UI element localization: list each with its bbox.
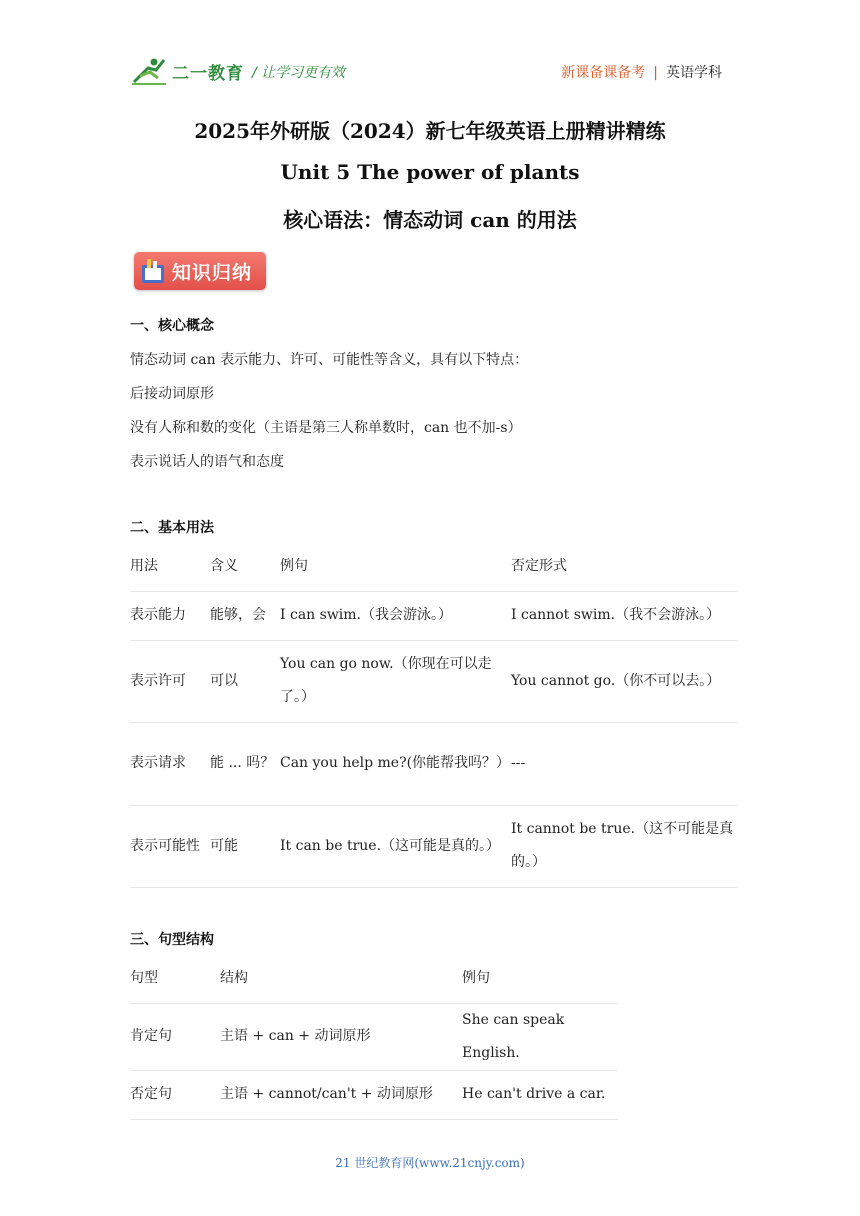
table-header-row — [130, 543, 737, 591]
section-sentence-structure-heading: 三、句型结构 — [130, 932, 214, 948]
basic-usage-table — [130, 543, 737, 888]
column-header: 句型 — [130, 970, 158, 987]
table-row — [130, 805, 737, 887]
column-header: 例句 — [462, 970, 490, 987]
column-header: 用法 — [130, 558, 158, 575]
grammar-title: 核心语法：情态动词 can 的用法 — [283, 208, 577, 232]
concept-line: 表示说话人的语气和态度 — [130, 454, 284, 470]
table-cell: 否定句 — [130, 1086, 172, 1102]
column-header: 例句 — [280, 558, 308, 575]
table-cell: I can swim.（我会游泳。） — [280, 607, 453, 623]
table-cell: 可以 — [210, 672, 238, 689]
table-row — [130, 640, 737, 722]
table-cell: You cannot go.（你不可以去。） — [511, 672, 721, 689]
column-header: 含义 — [210, 558, 238, 575]
table-cell: 可能 — [210, 837, 238, 854]
knowledge-summary-badge — [134, 252, 266, 290]
table-cell: I cannot swim.（我不会游泳。） — [511, 607, 721, 623]
page-footer: 21 世纪教育网(www.21cnjy.com) — [335, 1156, 525, 1170]
concept-line: 没有人称和数的变化（主语是第三人称单数时，can 也不加-s） — [130, 420, 522, 436]
table-cell: 能够，会 — [210, 607, 266, 623]
table-cell: --- — [511, 755, 526, 771]
table-cell: 主语 + can + 动词原形 — [220, 1028, 371, 1044]
table-cell: 能 ... 吗？ — [210, 755, 275, 771]
section-basic-usage-heading: 二、基本用法 — [130, 520, 214, 536]
book-icon — [140, 257, 166, 285]
table-cell: 表示请求 — [130, 755, 186, 771]
logo-text: 二一教育 — [172, 63, 244, 84]
section-core-concept-heading: 一、核心概念 — [130, 318, 214, 334]
header-tag-course: 新课备课备考 — [561, 65, 646, 81]
table-header-row — [130, 955, 618, 1003]
table-cell: 主语 + cannot/can't + 动词原形 — [220, 1086, 433, 1102]
logo — [130, 56, 244, 86]
badge-label: 知识归纳 — [172, 261, 253, 284]
header-tags — [561, 62, 722, 82]
table-cell: 表示可能性 — [130, 837, 200, 854]
concept-line: 情态动词 can 表示能力、许可、可能性等含义，具有以下特点： — [130, 352, 529, 368]
header-tag-subject: 英语学科 — [666, 65, 722, 81]
table-cell: She can speak English. — [462, 1011, 565, 1061]
table-cell: It cannot be true.（这不可能是真的。） — [511, 821, 734, 870]
table-cell: 肯定句 — [130, 1028, 172, 1044]
header-separator: | — [653, 65, 658, 81]
table-row — [130, 591, 737, 640]
unit-title: Unit 5 The power of plants — [280, 160, 580, 184]
table-cell: You can go now.（你现在可以走了。） — [280, 656, 492, 705]
table-row — [130, 1070, 618, 1119]
column-header: 结构 — [220, 970, 248, 987]
table-row — [130, 722, 737, 805]
table-row — [130, 1003, 618, 1070]
table-cell: 表示许可 — [130, 672, 186, 689]
table-cell: 表示能力 — [130, 607, 186, 623]
table-cell: He can't drive a car. — [462, 1086, 606, 1102]
sentence-structure-table — [130, 955, 618, 1120]
document-title: 2025年外研版（2024）新七年级英语上册精讲精练 — [194, 119, 666, 143]
column-header: 否定形式 — [511, 558, 567, 575]
concept-line: 后接动词原形 — [130, 386, 214, 402]
slogan: / 让学习更有效 — [252, 65, 346, 81]
table-cell: It can be true.（这可能是真的。） — [280, 837, 501, 854]
table-cell: Can you help me?(你能帮我吗？） — [280, 755, 511, 771]
runner-logo-icon — [130, 56, 170, 86]
page-header — [130, 56, 730, 92]
